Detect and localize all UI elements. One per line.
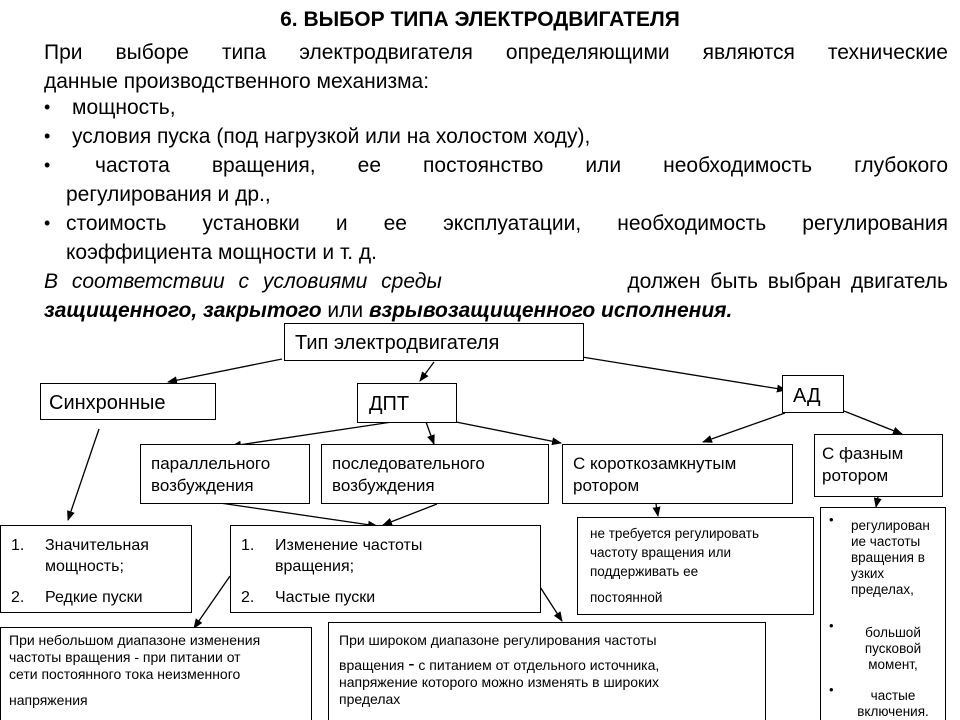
- node-wound-line-1: С фазным: [822, 444, 904, 463]
- node-wound-line-2: ротором: [822, 466, 889, 485]
- wound-bullet-1-line-2: ие частоты: [851, 534, 921, 549]
- wound-bullet-2-line-3: момент,: [868, 657, 918, 672]
- narrow-note-line-4: напряжения: [9, 692, 88, 708]
- node-squirrel-line-1: С короткозамкнутым: [573, 454, 737, 473]
- wound-bullet-2: [845, 625, 941, 673]
- wide-note-dash: -: [408, 654, 415, 675]
- bullet-speed-line-1: частота вращения, ее постоянство или необходимость глубокого: [95, 154, 948, 177]
- sync-prop-1-line-1: Значительная: [45, 537, 149, 554]
- bullet-speed-line-2: регулирования и др.,: [66, 183, 271, 206]
- node-parallel-line-2: возбуждения: [151, 476, 254, 495]
- wide-note-line-2a: вращения: [339, 657, 405, 673]
- arrow-ad-to-wound: [844, 411, 902, 434]
- list-text: [275, 535, 422, 577]
- environment-bold-2: взрывозащищенного исполнения.: [368, 299, 733, 322]
- node-squirrel-cage: [562, 444, 793, 504]
- narrow-note-line-1: При небольшом диапазоне изменения: [9, 632, 261, 648]
- narrow-range-note: [0, 627, 312, 720]
- node-parallel-line-1: параллельного: [151, 454, 271, 473]
- squirrel-note-line-4: постоянной: [590, 590, 663, 605]
- wide-note-line-3: напряжение которого можно изменять в широких: [339, 674, 660, 690]
- arrow-root-to-sync: [168, 359, 282, 382]
- wound-bullet-1-line-5: пределах,: [851, 582, 914, 597]
- node-synchronous: [40, 383, 216, 420]
- wound-bullet-1: [851, 518, 930, 598]
- node-motor-type: [284, 323, 584, 361]
- bullet-icon: •: [829, 618, 834, 633]
- bullet-cost-line-1: стоимость установки и ее эксплуатации, необходимость регулирования: [66, 212, 948, 235]
- intro-line-1: При выборе типа электродвигателя определяющими являются технические: [44, 41, 948, 64]
- squirrel-note-line-3: поддерживать ее: [590, 564, 699, 579]
- squirrel-note-line-2: частоту вращения или: [590, 545, 732, 560]
- node-series-line-2: возбуждения: [332, 476, 435, 495]
- node-ad-label: АД: [793, 385, 821, 407]
- arrow-wound-to-bullets: [876, 497, 878, 507]
- bullet-icon: •: [829, 512, 834, 527]
- wound-bullet-3-line-2: включения.: [857, 704, 929, 719]
- bullet-icon: •: [44, 97, 51, 117]
- node-synchronous-label: Синхронные: [49, 392, 166, 414]
- environment-italic: В соответствии с условиями среды: [44, 270, 442, 293]
- arrow-dpt-to-series: [426, 422, 434, 444]
- sync-prop-2: Редкие пуски: [45, 589, 143, 606]
- arrow-parallel-to-props: [220, 503, 377, 526]
- arrow-dpt-to-parallel: [232, 422, 392, 446]
- dpt-prop-2: Частые пуски: [275, 589, 376, 606]
- arrow-sync-to-props: [68, 429, 99, 520]
- wide-range-note: [328, 622, 766, 720]
- arrow-props-to-narrow: [194, 576, 230, 628]
- wide-note-line-2: [339, 656, 765, 674]
- dpt-properties: [230, 525, 541, 613]
- arrow-ad-to-squirrel: [703, 413, 785, 442]
- intro-line-2: данные производственного механизма:: [44, 70, 430, 93]
- wide-note-line-1: При широком диапазоне регулирования частоты: [339, 632, 657, 648]
- dpt-prop-1-line-1: Изменение частоты: [275, 537, 423, 554]
- node-squirrel-line-2: ротором: [573, 476, 640, 495]
- wound-bullet-1-line-4: узких: [851, 566, 885, 581]
- node-motor-type-label: Тип электродвигателя: [295, 332, 500, 354]
- environment-mid: или: [327, 299, 364, 322]
- bullet-icon: •: [44, 155, 51, 175]
- node-parallel-excitation: [140, 444, 310, 504]
- list-number: 1.: [11, 537, 25, 554]
- sync-properties: [0, 525, 192, 613]
- wound-bullet-1-line-3: вращения в: [851, 550, 925, 565]
- arrow-root-to-ad: [582, 357, 786, 390]
- list-number: 2.: [11, 589, 25, 606]
- node-dpt-label: ДПТ: [369, 393, 410, 415]
- squirrel-note-line-1: не требуется регулировать: [590, 526, 759, 541]
- squirrel-cage-note: [577, 517, 814, 615]
- list-number: 2.: [241, 589, 255, 606]
- list-text: [45, 535, 149, 577]
- arrow-dpt-to-squirrel: [456, 422, 561, 443]
- bullet-icon: •: [44, 126, 51, 146]
- environment-rest: должен быть выбран двигатель: [627, 270, 948, 293]
- wound-rotor-bullets: [820, 507, 946, 720]
- narrow-note-line-2: частоты вращения - при питании от: [9, 649, 241, 665]
- wound-bullet-2-line-1: большой: [865, 625, 921, 640]
- wide-note-line-4: пределах: [339, 691, 401, 707]
- bullet-start-conditions: условия пуска (под нагрузкой или на холостом ходу),: [72, 125, 591, 148]
- node-series-excitation: [321, 444, 549, 504]
- wide-note-line-2b: с питанием от отдельного источника,: [418, 657, 660, 673]
- bullet-cost-line-2: коэффициента мощности и т. д.: [66, 241, 378, 264]
- page-title: 6. ВЫБОР ТИПА ЭЛЕКТРОДВИГАТЕЛЯ: [280, 8, 680, 31]
- node-series-line-1: последовательного: [332, 454, 485, 473]
- sync-prop-1-line-2: мощность;: [45, 558, 124, 575]
- node-wound-rotor: [814, 434, 943, 497]
- dpt-prop-1-line-2: вращения;: [275, 558, 355, 575]
- bullet-power: мощность,: [72, 96, 176, 119]
- wound-bullet-3-line-1: частые: [870, 688, 916, 703]
- narrow-note-line-3: сети постоянного тока неизменного: [9, 666, 241, 682]
- bullet-icon: •: [829, 682, 834, 697]
- node-ad: [782, 375, 844, 413]
- arrow-root-to-dpt: [420, 362, 434, 381]
- list-number: 1.: [241, 537, 255, 554]
- bullet-icon: •: [44, 213, 51, 233]
- wound-bullet-2-line-2: пусковой: [864, 641, 922, 656]
- environment-bold-1: защищенного, закрытого: [44, 299, 322, 322]
- arrow-squirrel-to-note: [656, 504, 658, 516]
- node-dpt: [357, 383, 457, 423]
- arrow-series-to-props: [383, 504, 437, 525]
- wound-bullet-3: [845, 688, 941, 720]
- wound-bullet-1-line-1: регулирован: [851, 518, 930, 533]
